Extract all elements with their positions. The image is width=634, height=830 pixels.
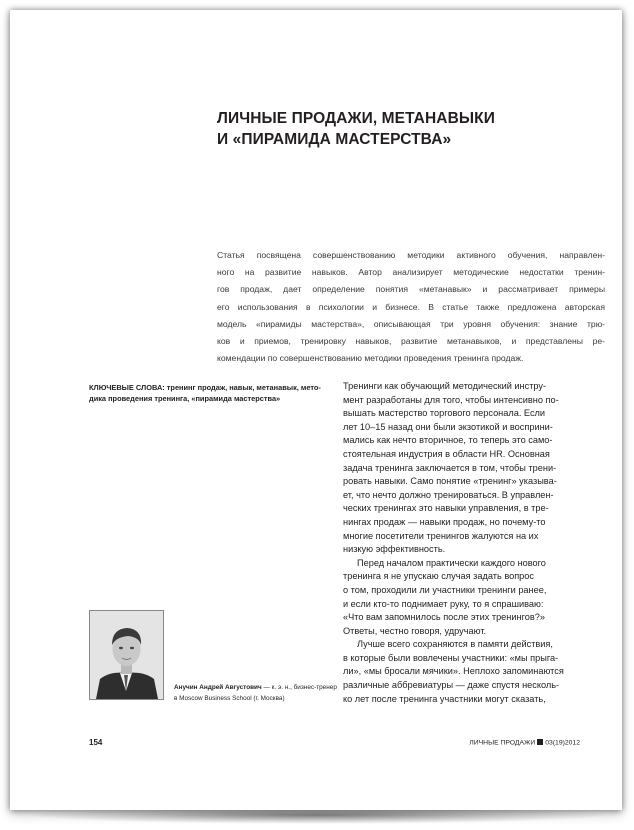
keywords-line: дика проведения тренинга, «пирамида мастерства» [89, 394, 281, 403]
body-line: Лучше всего сохраняются в памяти действия, [357, 639, 553, 650]
article-abstract [217, 247, 605, 367]
title-line: И «ПИРАМИДА МАСТЕРСТВА» [217, 131, 452, 148]
keywords-line: КЛЮЧЕВЫЕ СЛОВА: тренинг продаж, навык, метанавык, мето- [89, 383, 321, 392]
body-line: Ответы, честно говоря, удручают. [343, 625, 487, 636]
abstract-line: его использования в психологии и бизнесе. В статье также предложена авторская [217, 301, 605, 312]
author-title: — к. э. н., бизнес-тренер [261, 684, 337, 691]
article-body [343, 380, 588, 706]
body-line: ко лет после тренинга участники могут сказать, [343, 693, 546, 704]
author-photo [89, 610, 164, 700]
author-name: Анучин Андрей Августович [174, 684, 262, 691]
body-line: ли», «мы бросали мячики». Неплохо запоминаются [343, 666, 564, 677]
abstract-line: ного на развитие навыков. Автор анализирует методические недостатки тренин- [217, 267, 605, 278]
abstract-line: модель «пирамиды мастерства», описывающая три уровня обучения: знание трю- [217, 318, 605, 329]
square-bullet-icon [537, 739, 543, 745]
body-line: мент разработаны для того, чтобы интенсивно по- [343, 394, 559, 405]
body-line: ровать навыки. Само понятие «тренинг» указыва- [343, 476, 557, 487]
body-line: Тренинги как обучающий методический инстру- [343, 381, 547, 391]
body-line: стоятельная индустрия в области HR. Основная [343, 448, 550, 459]
body-line: ческих тренингах это навыки управления, в тре- [343, 503, 549, 514]
body-line: ет, что нечто должно тренироваться. В управлен- [343, 489, 554, 500]
magazine-page [10, 10, 622, 810]
abstract-line: ков и приемов, тренировку навыков, развитие метанавыков, и представлены ре- [217, 336, 605, 347]
body-line: многие посетители тренингов жалуются на их [343, 530, 539, 541]
body-line: о том, проходили ли участники тренинги ранее, [343, 584, 547, 595]
article-title [217, 108, 547, 150]
body-line: мались как нечто вторичное, то теперь это само- [343, 435, 553, 446]
body-line: Перед началом практически каждого нового [357, 557, 546, 568]
journal-name: ЛИЧНЫЕ ПРОДАЖИ [469, 739, 536, 747]
author-affiliation: в Moscow Business School (г. Москва) [174, 695, 285, 702]
body-line: «Что вам запомнилось после этих тренингов?» [343, 612, 545, 623]
abstract-line: Статья посвящена совершенствованию методики активного обучения, направлен- [217, 250, 605, 260]
body-line: и если кто-то поднимает руку, то я спрашиваю: [343, 598, 544, 609]
body-line: низкую эффективность. [343, 544, 446, 555]
abstract-line: комендации по совершенствованию методики проведения тренинга продаж. [217, 353, 524, 364]
body-line: тренинга я не упускаю случая задать вопрос [343, 571, 534, 582]
author-info [174, 682, 344, 704]
body-line: в которые были вовлечены участники: «мы прыга- [343, 652, 559, 663]
author-portrait-icon [90, 611, 163, 699]
body-line: лет 10–15 назад они были экзотикой и восприни- [343, 421, 553, 432]
body-line: вышать мастерство торгового персонала. Если [343, 408, 546, 419]
body-line: различные аббревиатуры — даже спустя несколь- [343, 680, 560, 691]
page-number: 154 [89, 738, 103, 747]
body-line: задача тренинга заключается в том, чтобы трени- [343, 462, 557, 473]
abstract-line: гов продаж, дает определение понятия «метанавык» и рассматривает примеры [217, 284, 605, 295]
journal-issue: 03(19)2012 [545, 739, 580, 747]
body-line: нингах продаж — навыки продаж, но почему-то [343, 516, 546, 527]
keywords-block [89, 382, 334, 404]
title-line: ЛИЧНЫЕ ПРОДАЖИ, МЕТАНАВЫКИ [217, 110, 495, 127]
journal-footer [469, 739, 580, 747]
